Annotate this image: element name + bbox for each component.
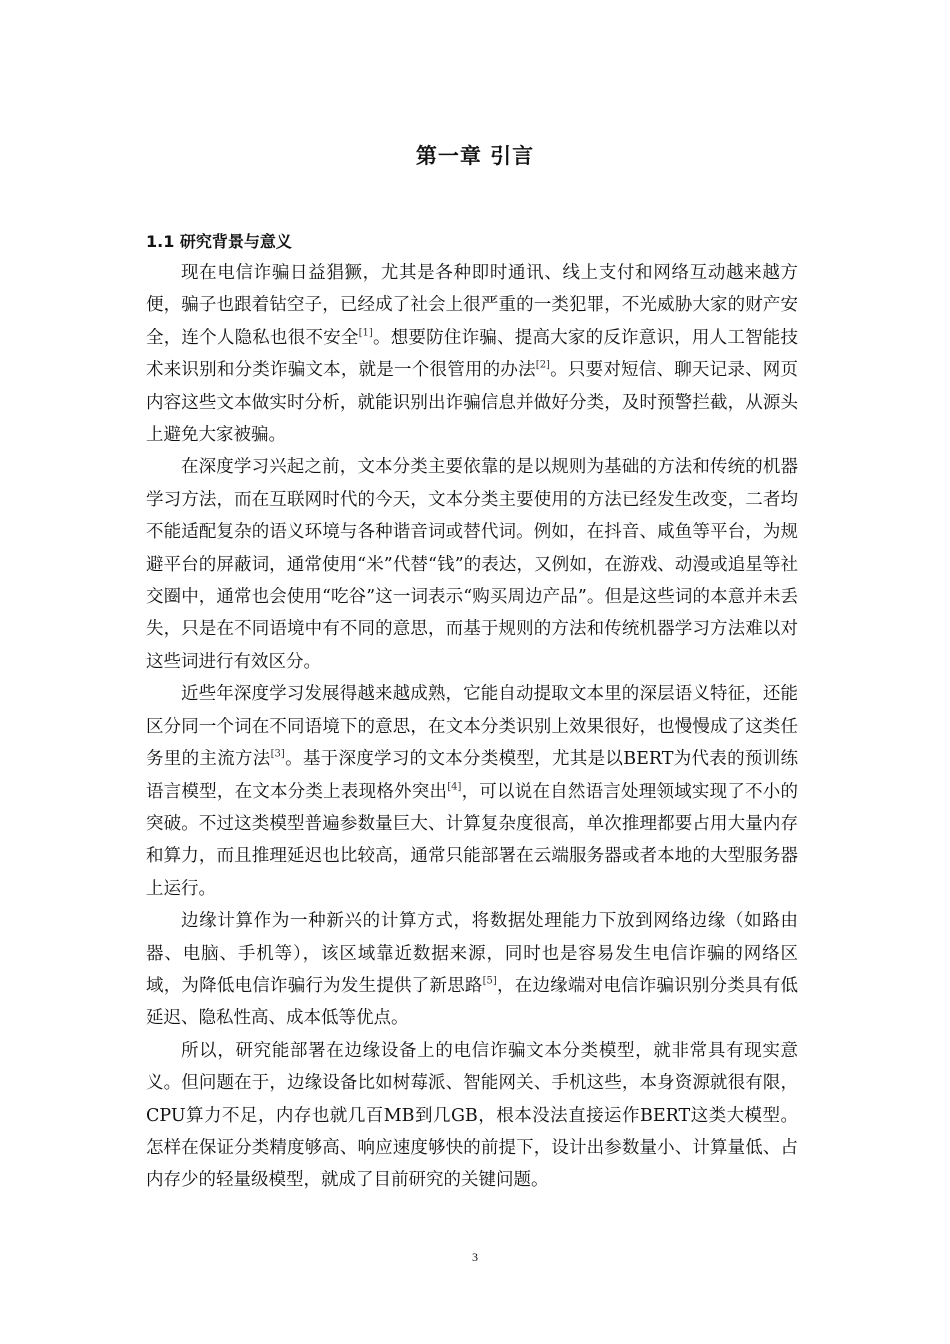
citation-ref[interactable]: [2] (535, 359, 550, 371)
paragraph-text: ，在边缘端对电信诈骗识别分类具有低延迟、隐私性高、成本低等优点。 (146, 975, 799, 1029)
paragraph-text: 。只要对短信、聊天记录、网页内容这些文本做实时分析，就能识别出诈骗信息并做好分类，及时预警拦截，从源头上避免大家被骗。 (146, 360, 799, 446)
citation-ref[interactable]: [4] (447, 781, 462, 792)
paragraph-text: 边缘计算作为一种新兴的计算方式，将数据处理能力下放到网络边缘（如路由器、电脑、手机等），该区域靠近数据来源，同时也是容易发生电信诈骗的网络区域，为降低电信诈骗行为发生提供了新思路 (146, 911, 798, 996)
paragraph-text: ，可以说在自然语言处理领域实现了不小的突破。不过这类模型普遍参数量巨大、计算复杂度很高，单次推理都要占用大量内存和算力，而且推理延迟也比较高，通常只能部署在云端服务器或者本地的大型服务器上运行。 (146, 781, 799, 899)
paragraph-text: 近些年深度学习发展得越来越成熟，它能自动提取文本里的深层语义特征，还能区分同一个词在不同语境下的意思，在文本分类识别上效果很好，也慢慢成了这类任务里的主流方法 (146, 684, 798, 770)
section-heading: 1.1 研究背景与意义 (146, 232, 292, 251)
citation-ref[interactable]: [5] (482, 975, 497, 987)
citation-ref[interactable]: [1] (358, 327, 373, 339)
paragraph-5 (146, 1035, 798, 1197)
paragraph-text: 所以，研究能部署在边缘设备上的电信诈骗文本分类模型，就非常具有现实意义。但问题在于，边缘设备比如树莓派、智能网关、手机这些，本身资源就很有限，CPU算力不足，内存也就几百MB到几GB，根本没法直接运作BERT这类大模型。怎样在保证分类精度够高、响应速度够快的前提下，设计出参数量小、计算量低、占内存少的轻量级模型，就成了目前研究的关键问题。 (146, 1040, 798, 1191)
paragraph-text: 现在电信诈骗日益猖獗，尤其是各种即时通讯、线上支付和网络互动越来越方便，骗子也跟着钻空子，已经成了社会上很严重的一类犯罪，不光威胁大家的财产安全，连个人隐私也很不安全 (146, 263, 798, 348)
page-number: 3 (472, 1250, 478, 1264)
paragraph-text: 。基于深度学习的文本分类模型，尤其是以BERT为代表的预训练语言模型，在文本分类上表现格外突出 (146, 749, 798, 802)
body-text (146, 257, 798, 1197)
paragraph-3 (146, 678, 798, 905)
paragraph-2 (146, 451, 798, 678)
paragraph-1 (146, 257, 798, 451)
paragraph-text: 。想要防住诈骗、提高大家的反诈意识，用人工智能技术来识别和分类诈骗文本，就是一个很管用的办法 (146, 327, 798, 381)
paragraph-4 (146, 905, 798, 1035)
paragraph-text: 在深度学习兴起之前，文本分类主要依靠的是以规则为基础的方法和传统的机器学习方法，而在互联网时代的今天，文本分类主要使用的方法已经发生改变，二者均不能适配复杂的语义环境与各种谐音词或替代词。例如，在抖音、咸鱼等平台，为规避平台的屏蔽词，通常使用“米”代替“钱”的表达，又例如，在游戏、动漫或追星等社交圈中，通常也会使用“吃谷”这一词表示“购买周边产品”。但是这些词的本意并未丢失，只是在不同语境中有不同的意思，而基于规则的方法和传统机器学习方法难以对这些词进行有效区分。 (146, 457, 798, 672)
citation-ref[interactable]: [3] (270, 748, 285, 760)
chapter-title: 第一章 引言 (415, 144, 535, 168)
